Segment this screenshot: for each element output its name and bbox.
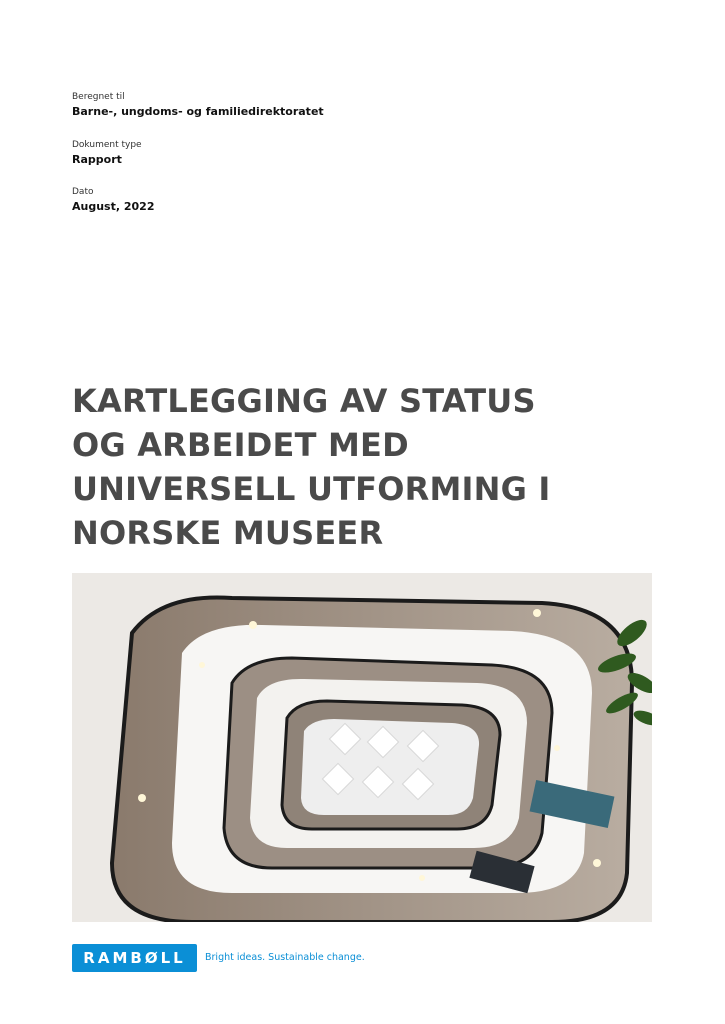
title-line: NORSKE MUSEER bbox=[72, 514, 384, 552]
meta-document-type-label: Dokument type bbox=[72, 140, 142, 150]
meta-date-label: Dato bbox=[72, 187, 94, 197]
meta-date-value: August, 2022 bbox=[72, 200, 155, 213]
ramboll-logo: RAMBØLL bbox=[72, 944, 197, 972]
meta-document-type bbox=[72, 139, 142, 168]
title-line: OG ARBEIDET MED bbox=[72, 426, 409, 464]
title-line: KARTLEGGING AV STATUS bbox=[72, 382, 536, 420]
meta-recipient-value: Barne-, ungdoms- og familiedirektoratet bbox=[72, 105, 324, 118]
meta-recipient-label: Beregnet til bbox=[72, 92, 125, 102]
meta-document-type-value: Rapport bbox=[72, 153, 122, 166]
document-title bbox=[72, 379, 672, 555]
cover-photo-staircase bbox=[72, 573, 652, 922]
meta-recipient bbox=[72, 91, 324, 120]
title-line: UNIVERSELL UTFORMING I bbox=[72, 470, 551, 508]
meta-date bbox=[72, 186, 154, 215]
brand-tagline: Bright ideas. Sustainable change. bbox=[205, 952, 365, 963]
